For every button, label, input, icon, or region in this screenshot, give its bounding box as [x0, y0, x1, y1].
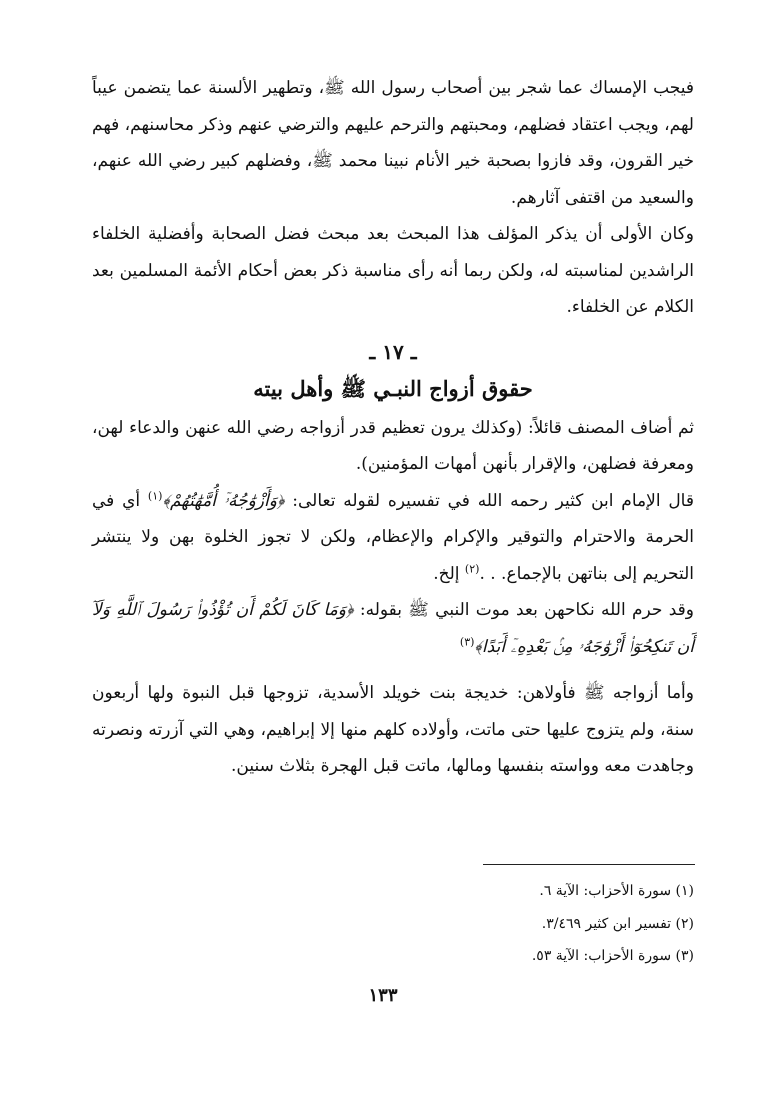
quran-verse-2: ﴿وَمَا كَانَ لَكُمْ أَن تُؤْذُوا۟ رَسُولَ ٱللَّهِ وَلَآ أَن تَنكِحُوٓا۟ أَزْوَٰجَهُۥ مِنۢ بَعْدِهِۦٓ أَبَدًا﴾ [92, 600, 694, 657]
footnote-ref-3: (٣) [459, 634, 475, 648]
footnote-text: سورة الأحزاب: الآية ٥٣. [531, 948, 672, 964]
page-number: ١٣٣ [368, 985, 398, 1006]
section-title: حقوق أزواج النبـي ﷺ وأهل بيته [253, 375, 533, 401]
footnote-divider [483, 864, 695, 865]
paragraph-companions: فيجب الإمساك عما شجر بين أصحاب رسول الله ﷺ، وتطهير الألسنة عما يتضمن عيباً لهم، ويجب اعتقاد فضلهم، ومحبتهم والترحم عليهم والترضي عنهم وذكر محاسنهم، فهم خير القرون، وقد فازوا بصحبة خير الأنام نبينا محمد ﷺ، وفضلهم كبير رضي الله عنهم، والسعيد من اقتفى آثارهم. [92, 78, 694, 208]
footnote-2 [92, 908, 694, 941]
footnote-number: (١) [675, 883, 694, 899]
ibn-kathir-explanation: أي في الحرمة والاحترام والتوقير والإكرام والإعظام، ولكن لا تجوز الخلوة بهن ولا ينتشر التحريم إلى بناتهن بالإجماع. . . [92, 490, 694, 584]
footnote-number: (٢) [675, 915, 694, 932]
paragraph-author-quote: ثم أضاف المصنف قائلاً: (وكذلك يرون تعظيم قدر أزواجه رضي الله عنهن والدعاء لهن، ومعرفة فضلهن، والإقرار بأنهن أمهات المؤمنين). [92, 417, 694, 474]
paragraph-khadija: وأما أزواجه ﷺ فأولاهن: خديجة بنت خويلد الأسدية، تزوجها قبل النبوة ولها أربعون سنة، ولم يتزوج عليها حتى ماتت، وأولاده كلهم منها إلا إبراهيم، وهي التي آزرته ونصرته وجاهدت معه وواسته بنفسها ومالها، ماتت قبل الهجرة بثلاث سنين. [92, 683, 694, 776]
prohibition-intro: وقد حرم الله نكاحهن بعد موت النبي ﷺ بقوله: [359, 600, 694, 620]
footnote-ref-2: (٢) [464, 561, 480, 575]
footnote-text: تفسير ابن كثير ٣/٤٦٩. [541, 915, 672, 932]
paragraph-marriage-prohibition [92, 592, 694, 665]
section-number: ـ ١٧ ـ [369, 339, 417, 364]
footnote-text: سورة الأحزاب: الآية ٦. [539, 883, 672, 899]
main-text [92, 70, 694, 785]
ibn-kathir-intro: قال الإمام ابن كثير رحمه الله في تفسيره لقوله تعالى: [292, 490, 694, 511]
footnote-number: (٣) [675, 948, 694, 964]
paragraph-ibn-kathir [92, 483, 694, 593]
footnote-ref-1: (١) [147, 488, 163, 502]
paragraph-author-note: وكان الأولى أن يذكر المؤلف هذا المبحث بعد مبحث فضل الصحابة وأفضلية الخلفاء الراشدين لمناسبته له، ولكن ربما أنه رأى مناسبة ذكر بعض أحكام الأئمة المسلمين بعد الكلام عن الخلفاء. [92, 224, 694, 317]
footnote-1 [92, 875, 694, 908]
quran-verse-1: ﴿وَأَزْوَٰجُهُۥٓ أُمَّهَٰتُهُمْ﴾ [162, 490, 285, 511]
footnotes [92, 875, 694, 973]
ibn-kathir-end: إلخ. [433, 563, 460, 584]
footnote-3 [92, 940, 694, 973]
